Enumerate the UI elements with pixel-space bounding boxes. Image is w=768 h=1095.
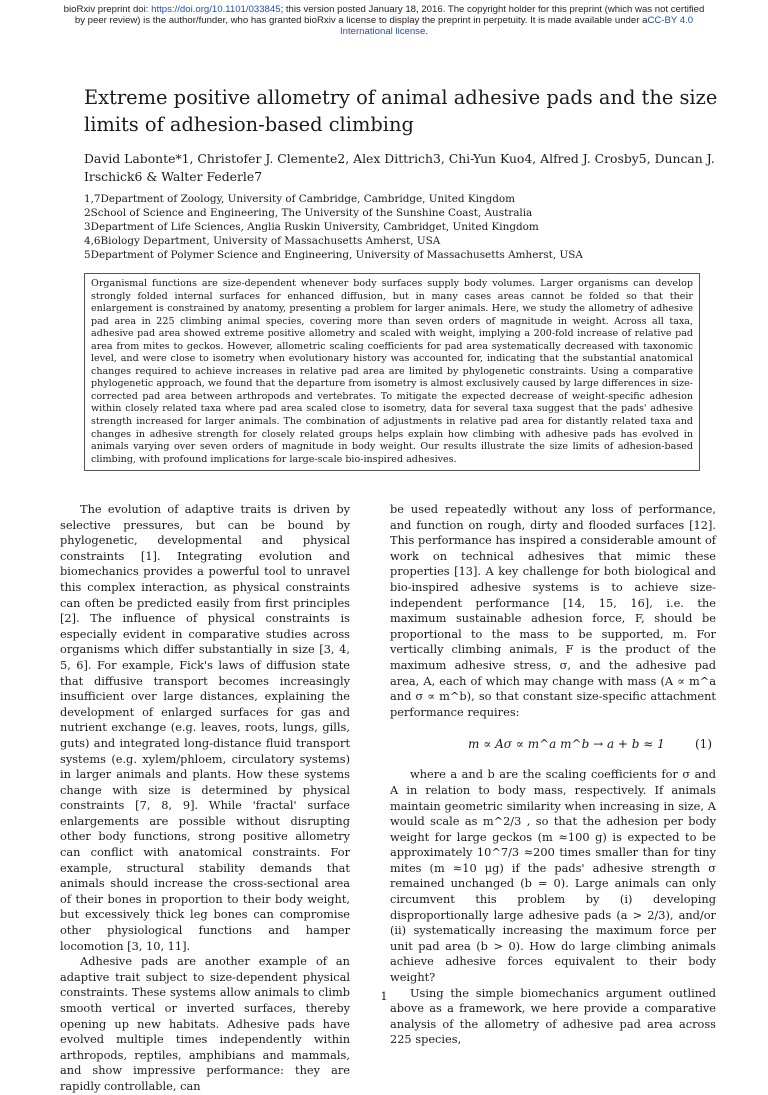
preprint-lead: bioRxiv preprint doi: xyxy=(63,4,152,15)
equation-number: (1) xyxy=(695,737,712,752)
body-column-right xyxy=(390,502,716,1048)
preprint-notice xyxy=(60,4,708,37)
affiliation: 3Department of Life Sciences, Anglia Ruskin University, Cambridget, United Kingdom xyxy=(84,220,539,233)
affiliation: 2School of Science and Engineering, The University of the Sunshine Coast, Australia xyxy=(84,206,533,219)
doi-link[interactable]: https://doi.org/10.1101/033845 xyxy=(151,4,281,15)
body-paragraph: The evolution of adaptive traits is driven by selective pressures, but can be bound by phylogenetic, developmental and physical constraints [1]. Integrating evolution and biomechanics provides a powerful tool to unravel this complex interaction, as physical constraints can often be predicted easily from first principles [2]. The influence of physical constraints is especially evident in comparative studies across organisms which differ substantially in size [3, 4, 5, 6]. For example, Fick's laws of diffusion state that diffusive transport becomes increasingly insufficient over large distances, explaining the development of enlarged surfaces for gas and nutrient exchange (e.g. leaves, roots, lungs, gills, guts) and integrated long-distance fluid transport systems (e.g. xylem/phloem, circulatory systems) in larger animals and plants. How these systems change with size is determined by physical constraints [7, 8, 9]. While 'fractal' surface enlargements are possible without disrupting other body functions, strong positive allometry can conflict with anatomical constraints. For example, structural stability demands that animals should increase the cross-sectional area of their bones in proportion to their body weight, but excessively thick leg bones can compromise other physiological functions and hamper locomotion [3, 10, 11]. xyxy=(60,502,350,953)
body-paragraph: Adhesive pads are another example of an adaptive trait subject to size-dependent physical constraints. These systems allow animals to climb smooth vertical or inverted surfaces, thereby opening up new habitats. Adhesive pads have evolved multiple times independently within arthropods, reptiles, amphibians and mammals, and show impressive performance: they are rapidly controllable, can xyxy=(60,954,350,1093)
equation-body: m ∝ Aσ ∝ m^a m^b → a + b ≈ 1 xyxy=(468,737,665,752)
affiliation: 5Department of Polymer Science and Engineering, University of Massachusetts Amherst, USA xyxy=(84,248,583,261)
affiliation: 4,6Biology Department, University of Massachusetts Amherst, USA xyxy=(84,234,441,247)
body-paragraph: Using the simple biomechanics argument outlined above as a framework, we here provide a comparative analysis of the allometry of adhesive pad area across 225 species, xyxy=(390,985,716,1047)
preprint-tail: . xyxy=(425,26,428,37)
page-number: 1 xyxy=(380,990,388,1003)
affiliation-list xyxy=(84,193,724,263)
body-paragraph: where a and b are the scaling coefficients for σ and A in relation to body mass, respectively. If animals maintain geometric similarity when increasing in size, A would scale as m^2/3 , so that the adhesion per body weight for large geckos (m ≈100 g) is expected to be approximately 10^7/3 ≈200 times smaller than for tiny mites (m ≈10 μg) if the pads' adhesive strength σ remained unchanged (b = 0). Large animals can only circumvent this problem by (i) developing disproportionally large adhesive pads (a > 2/3), and/or (ii) systematically increasing the maximum force per unit pad area (b > 0). How do large climbing animals achieve adhesive forces equivalent to their body weight? xyxy=(390,767,716,985)
author-list: David Labonte*1, Christofer J. Clemente2, Alex Dittrich3, Chi-Yun Kuo4, Alfred J. Crosby5, Duncan J. Irschick6 & Walter Federle7 xyxy=(84,151,715,184)
equation-1 xyxy=(390,737,716,755)
preprint-middle: ; this version posted January 18, 2016. The copyright holder for this preprint (which was not certified by peer review) is the author/funder, who has granted bioRxiv a license to display the preprint in perpetuity. It is made available under a xyxy=(74,4,705,26)
abstract-box: Organismal functions are size-dependent whenever body surfaces supply body volumes. Larger organisms can develop strongly folded internal surfaces for enhanced diffusion, but in many cases areas cannot be folded so that their enlargement is constrained by anatomy, presenting a problem for larger animals. Here, we study the allometry of adhesive pad area in 225 climbing animal species, covering more than seven orders of magnitude in weight. Across all taxa, adhesive pad area showed extreme positive allometry and scaled with weight, implying a 200-fold increase of relative pad area from mites to geckos. However, allometric scaling coefficients for pad area systematically decreased with taxonomic level, and were close to isometry when evolutionary history was accounted for, indicating that the substantial anatomical changes required to achieve increases in relative pad area are limited by phylogenetic constraints. Using a comparative phylogenetic approach, we found that the departure from isometry is almost exclusively caused by large differences in size-corrected pad area between arthropods and vertebrates. To mitigate the expected decrease of weight-specific adhesion within closely related taxa where pad area scaled close to isometry, data for several taxa suggest that the pads' adhesive strength increased for larger animals. The combination of adjustments in relative pad area for distantly related taxa and changes in adhesive strength for closely related groups helps explain how climbing with adhesive pads has evolved in animals varying over seven orders of magnitude in body weight. Our results illustrate the size limits of adhesion-based climbing, with profound implications for large-scale bio-inspired adhesives. xyxy=(84,273,700,471)
body-column-left xyxy=(60,502,350,1095)
body-paragraph: be used repeatedly without any loss of performance, and function on rough, dirty and flooded surfaces [12]. This performance has inspired a considerable amount of work on technical adhesives that mimic these properties [13]. A key challenge for both biological and bio-inspired adhesive systems is to achieve size-independent performance [14, 15, 16], i.e. the maximum sustainable adhesion force, F, should be proportional to the mass to be supported, m. For vertically climbing animals, F is the product of the maximum adhesive stress, σ, and the adhesive pad area, A, each of which may change with mass (A ∝ m^a and σ ∝ m^b), so that constant size-specific attachment performance requires: xyxy=(390,502,716,719)
license-link[interactable]: CC-BY 4.0 International license xyxy=(339,15,694,37)
affiliation: 1,7Department of Zoology, University of Cambridge, Cambridge, United Kingdom xyxy=(84,193,516,205)
paper-title: Extreme positive allometry of animal adhesive pads and the size limits of adhesion-based climbing xyxy=(84,86,718,136)
